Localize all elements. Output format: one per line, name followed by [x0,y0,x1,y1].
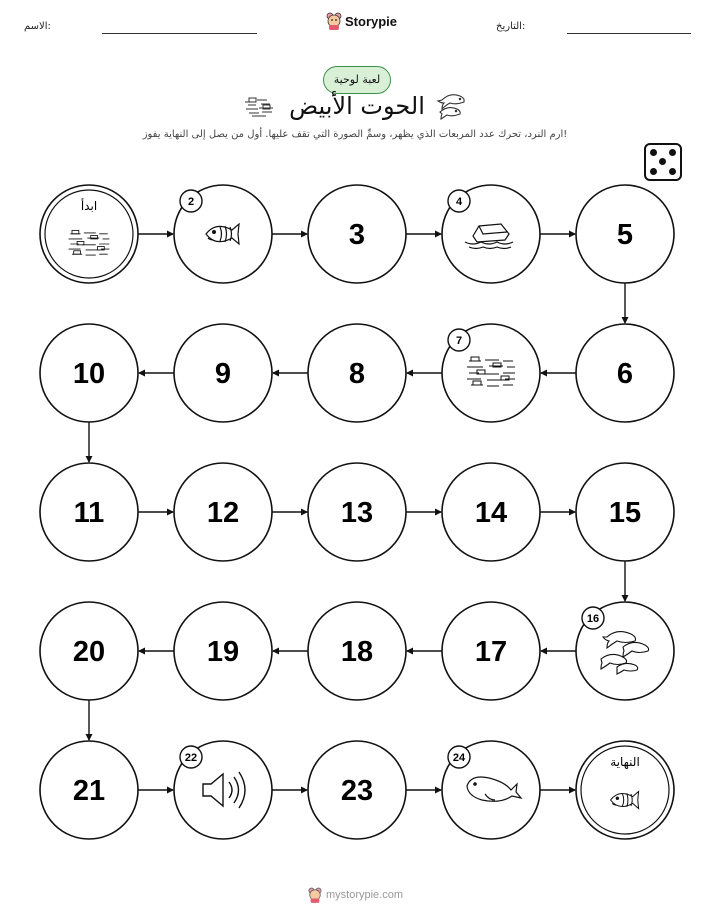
cell-number-badge: 24 [452,752,466,764]
instructions-text: ارم النرد، تحرك عدد المربعات الذي يظهر، وسمِّ الصورة التي تقف عليها. أول من يصل إلى النهاية يفوز! [142,129,568,140]
footer [308,887,403,903]
footer-url[interactable]: mystorypie.com [326,889,404,901]
board-cell-14 [442,463,540,561]
board-cell-3 [308,185,406,283]
board-cell-2 [174,185,272,283]
cell-number-badge: 22 [184,752,198,764]
cell-number: 17 [474,636,508,668]
cell-number: 8 [348,358,366,390]
cell-number-badge: 7 [455,335,463,347]
cell-number: 23 [340,775,374,807]
board-cell-23 [308,741,406,839]
board-cell-18 [308,602,406,700]
name-label: الاسم: [24,21,51,32]
board-cell-12 [174,463,272,561]
cell-number: 6 [616,358,634,390]
board-cell-21 [40,741,138,839]
date-label: التاريخ: [496,21,526,32]
board-cell-11 [40,463,138,561]
board-cell-7 [442,324,540,422]
cell-number: 11 [73,497,105,529]
cell-number: 15 [608,497,642,529]
board-cell-8 [308,324,406,422]
cell-number: 13 [340,497,374,529]
cell-number-badge: 16 [586,613,600,625]
end-label: النهاية [610,755,640,769]
board-cell-4 [442,185,540,283]
board-cell-24 [442,741,540,839]
game-type-badge: لعبة لوحية [323,66,391,94]
board-cell-6 [576,324,674,422]
cell-number: 19 [206,636,240,668]
cell-number: 21 [72,775,106,807]
cell-number: 10 [72,358,106,390]
cell-number-badge: 2 [187,196,195,208]
bear-mascot-icon [308,887,322,903]
page-title: الحوت الأبيض [289,92,425,120]
board-cell-15 [576,463,674,561]
board-cell-22 [174,741,272,839]
cell-number: 18 [340,636,374,668]
cell-number-badge: 4 [455,196,463,208]
cell-number: 12 [206,497,240,529]
board-cell-9 [174,324,272,422]
board-cell-13 [308,463,406,561]
cell-number: 3 [348,219,366,251]
cell-number: 5 [616,219,634,251]
end-cell [576,741,674,839]
board-cell-17 [442,602,540,700]
start-cell [40,185,138,283]
cell-number: 14 [474,497,508,529]
board-cell-16 [576,602,674,700]
logo-text: Storypie [345,13,398,29]
board-cell-10 [40,324,138,422]
cell-number: 9 [214,358,232,390]
cell-number: 20 [72,636,106,668]
board-cell-19 [174,602,272,700]
board-cell-20 [40,602,138,700]
start-label: ابدأ [80,199,98,213]
board-cell-5 [576,185,674,283]
